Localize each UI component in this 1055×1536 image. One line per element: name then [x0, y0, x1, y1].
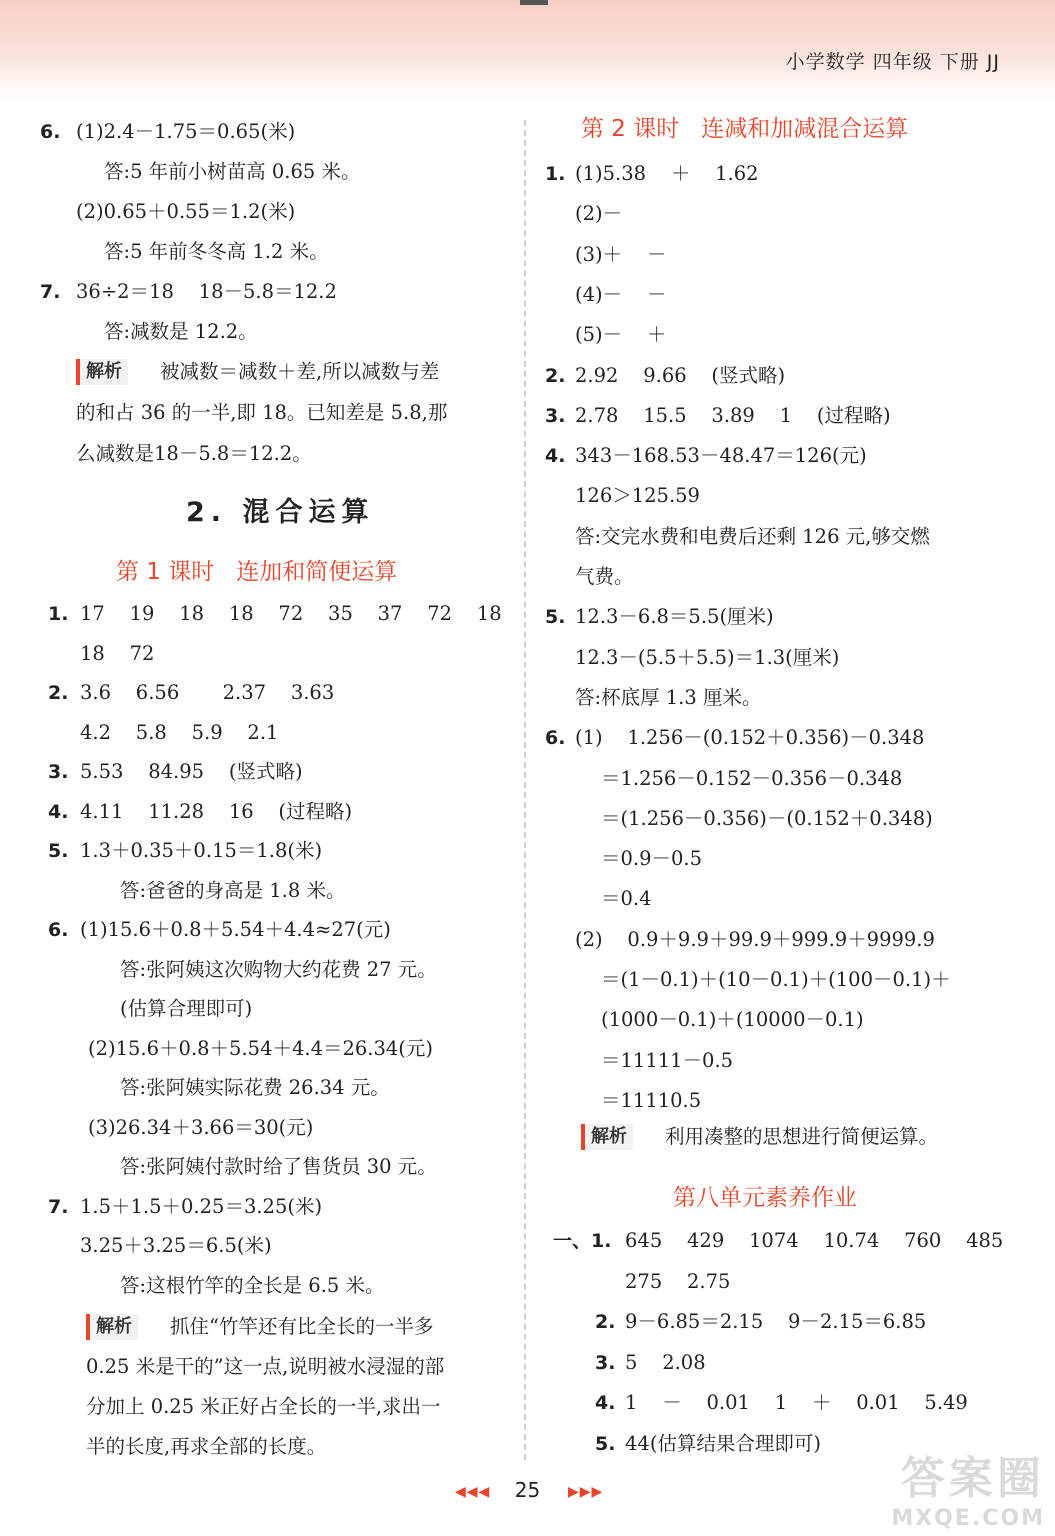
analysis-tag: 解析 [86, 1314, 138, 1340]
lesson-title: 第 1 课时 连加和简便运算 [116, 559, 398, 585]
item-number: 7. [40, 281, 61, 303]
item-number: 2. [545, 364, 566, 387]
answer-line: 1 － 0.01 1 ＋ 0.01 5.49 [625, 1391, 968, 1414]
answer-line: (1)15.6＋0.8＋5.54＋4.4≈27(元) [80, 918, 391, 941]
answer-line: 126＞125.59 [575, 484, 700, 508]
answer-line: (5)－ ＋ [575, 323, 667, 347]
item-number: 3. [48, 761, 69, 783]
answer-line: (1000－0.1)＋(10000－0.1) [601, 1008, 864, 1032]
answer-line: 9－6.85＝2.15 9－2.15＝6.85 [625, 1310, 927, 1333]
answer-line: (2) 0.9＋9.9＋99.9＋999.9＋9999.9 [575, 927, 935, 951]
answer-line: 答:爸爸的身高是 1.8 米。 [120, 878, 346, 902]
answer-line: 答:张阿姨这次购物大约花费 27 元。 [120, 957, 437, 981]
analysis-line: 利用凑整的思想进行简便运算。 [665, 1125, 939, 1148]
answer-line: (2)0.65＋0.55＝1.2(米) [76, 200, 296, 223]
watermark-url: MXQE.COM [891, 1506, 1045, 1531]
analysis-line: 半的长度,再求全部的长度。 [86, 1435, 327, 1458]
answer-line: 275 2.75 [625, 1269, 731, 1293]
item-number: 4. [545, 445, 566, 468]
item-number: 6. [545, 727, 566, 750]
analysis-line: 么减数是18－5.8＝12.2。 [76, 442, 312, 465]
answer-line: 答:杯底厚 1.3 厘米。 [575, 685, 762, 709]
header-mark [520, 0, 548, 5]
item-number: 一、1. [553, 1230, 612, 1252]
answer-line: (3)＋ － [575, 242, 667, 266]
item-number: 6. [40, 121, 61, 143]
answer-line: (4)－ － [575, 282, 667, 306]
answer-line: ＝(1.256－0.356)－(0.152＋0.348) [601, 806, 933, 830]
answer-line: (2)15.6＋0.8＋5.54＋4.4＝26.34(元) [88, 1036, 434, 1060]
item-number: 1. [545, 163, 566, 185]
item-number: 5. [595, 1432, 616, 1455]
answer-line: 18 72 [80, 641, 155, 665]
section-title: 2. 混合运算 [186, 497, 375, 528]
answer-line: 44(估算结果合理即可) [625, 1431, 822, 1455]
item-number: 5. [48, 840, 69, 862]
next-arrows-icon: ▶▶▶ [568, 1484, 604, 1500]
analysis-line: 的和占 36 的一半,即 18。已知差是 5.8,那 [76, 401, 448, 424]
answer-line: (1)2.4－1.75＝0.65(米) [76, 120, 296, 143]
answer-line: 5 2.08 [625, 1350, 706, 1374]
answer-line: 答:交完水费和电费后还剩 126 元,够交燃 [575, 524, 930, 548]
analysis-line: 分加上 0.25 米正好占全长的一半,求出一 [86, 1395, 441, 1418]
analysis-line: 抓住“竹竿还有比全长的一半多 [170, 1315, 434, 1338]
watermark-text: 答案圈 [901, 1453, 1045, 1504]
item-number: 3. [595, 1351, 616, 1374]
item-number: 6. [48, 919, 69, 941]
answer-line: 答:减数是 12.2。 [104, 320, 258, 343]
item-number: 7. [48, 1195, 69, 1218]
answer-line: 答:这根竹竿的全长是 6.5 米。 [120, 1273, 385, 1297]
watermark-logo [855, 1442, 1045, 1532]
answer-line: 3.6 6.56 2.37 3.63 [80, 681, 335, 704]
analysis-line: 被减数＝减数＋差,所以减数与差 [160, 360, 440, 383]
answer-line: 答:张阿姨实际花费 26.34 元。 [120, 1076, 390, 1099]
answer-line: 343－168.53－48.47＝126(元) [575, 444, 867, 468]
answer-line: 4.11 11.28 16 (过程略) [80, 799, 353, 823]
answer-line: 36÷2＝18 18－5.8＝12.2 [76, 280, 337, 303]
answer-line: 答:张阿姨付款时给了售货员 30 元。 [120, 1155, 437, 1178]
answer-line: ＝1.256－0.152－0.356－0.348 [601, 766, 903, 790]
answer-line: 5.53 84.95 (竖式略) [80, 760, 303, 783]
prev-arrows-icon: ◀◀◀ [455, 1484, 491, 1500]
lesson-title: 第 2 课时 连减和加减混合运算 [581, 116, 909, 142]
answer-line: 12.3－(5.5＋5.5)＝1.3(厘米) [575, 645, 840, 669]
answer-line: (1)5.38 ＋ 1.62 [575, 162, 759, 185]
answer-line: (2)－ [575, 202, 623, 226]
answer-line: ＝11111－0.5 [601, 1048, 734, 1072]
answer-line: 3.25＋3.25＝6.5(米) [80, 1234, 272, 1257]
item-number: 1. [48, 603, 69, 625]
answer-line: 1.5＋1.5＋0.25＝3.25(米) [80, 1194, 323, 1218]
answer-line: 645 429 1074 10.74 760 485 [625, 1229, 1004, 1252]
answer-line: 2.92 9.66 (竖式略) [575, 363, 786, 387]
answer-line: ＝11110.5 [601, 1088, 702, 1112]
unit-title: 第八单元素养作业 [673, 1185, 857, 1211]
column-divider [524, 120, 526, 1460]
answer-line: (估算合理即可) [120, 997, 253, 1020]
answer-line: ＝(1－0.1)＋(10－0.1)＋(100－0.1)＋ [601, 968, 951, 991]
item-number: 4. [48, 800, 69, 823]
answer-line: 1.3＋0.35＋0.15＝1.8(米) [80, 839, 323, 862]
answer-line: (3)26.34＋3.66＝30(元) [88, 1115, 314, 1139]
answer-line: 答:5 年前小树苗高 0.65 米。 [104, 160, 361, 183]
answer-line: 2.78 15.5 3.89 1 (过程略) [575, 403, 891, 427]
answer-line: ＝0.9－0.5 [601, 847, 703, 871]
answer-line: 气费。 [575, 565, 634, 588]
answer-line: (1) 1.256－(0.152＋0.356)－0.348 [575, 726, 925, 750]
answer-line: 答:5 年前冬冬高 1.2 米。 [104, 240, 329, 263]
item-number: 5. [545, 606, 566, 629]
analysis-tag: 解析 [76, 359, 128, 385]
answer-line: 12.3－6.8＝5.5(厘米) [575, 605, 774, 629]
analysis-tag: 解析 [581, 1124, 633, 1150]
book-title: 小学数学 四年级 下册 JJ [785, 51, 1000, 73]
item-number: 2. [595, 1311, 616, 1333]
answer-line: 17 19 18 18 72 35 37 72 18 [80, 602, 502, 625]
item-number: 2. [48, 682, 69, 704]
page-number: 25 [514, 1478, 541, 1502]
item-number: 3. [545, 404, 566, 427]
answer-line: ＝0.4 [601, 887, 652, 911]
item-number: 4. [595, 1392, 616, 1414]
answer-line: 4.2 5.8 5.9 2.1 [80, 720, 279, 744]
analysis-line: 0.25 米是干的”这一点,说明被水浸湿的部 [86, 1355, 445, 1378]
